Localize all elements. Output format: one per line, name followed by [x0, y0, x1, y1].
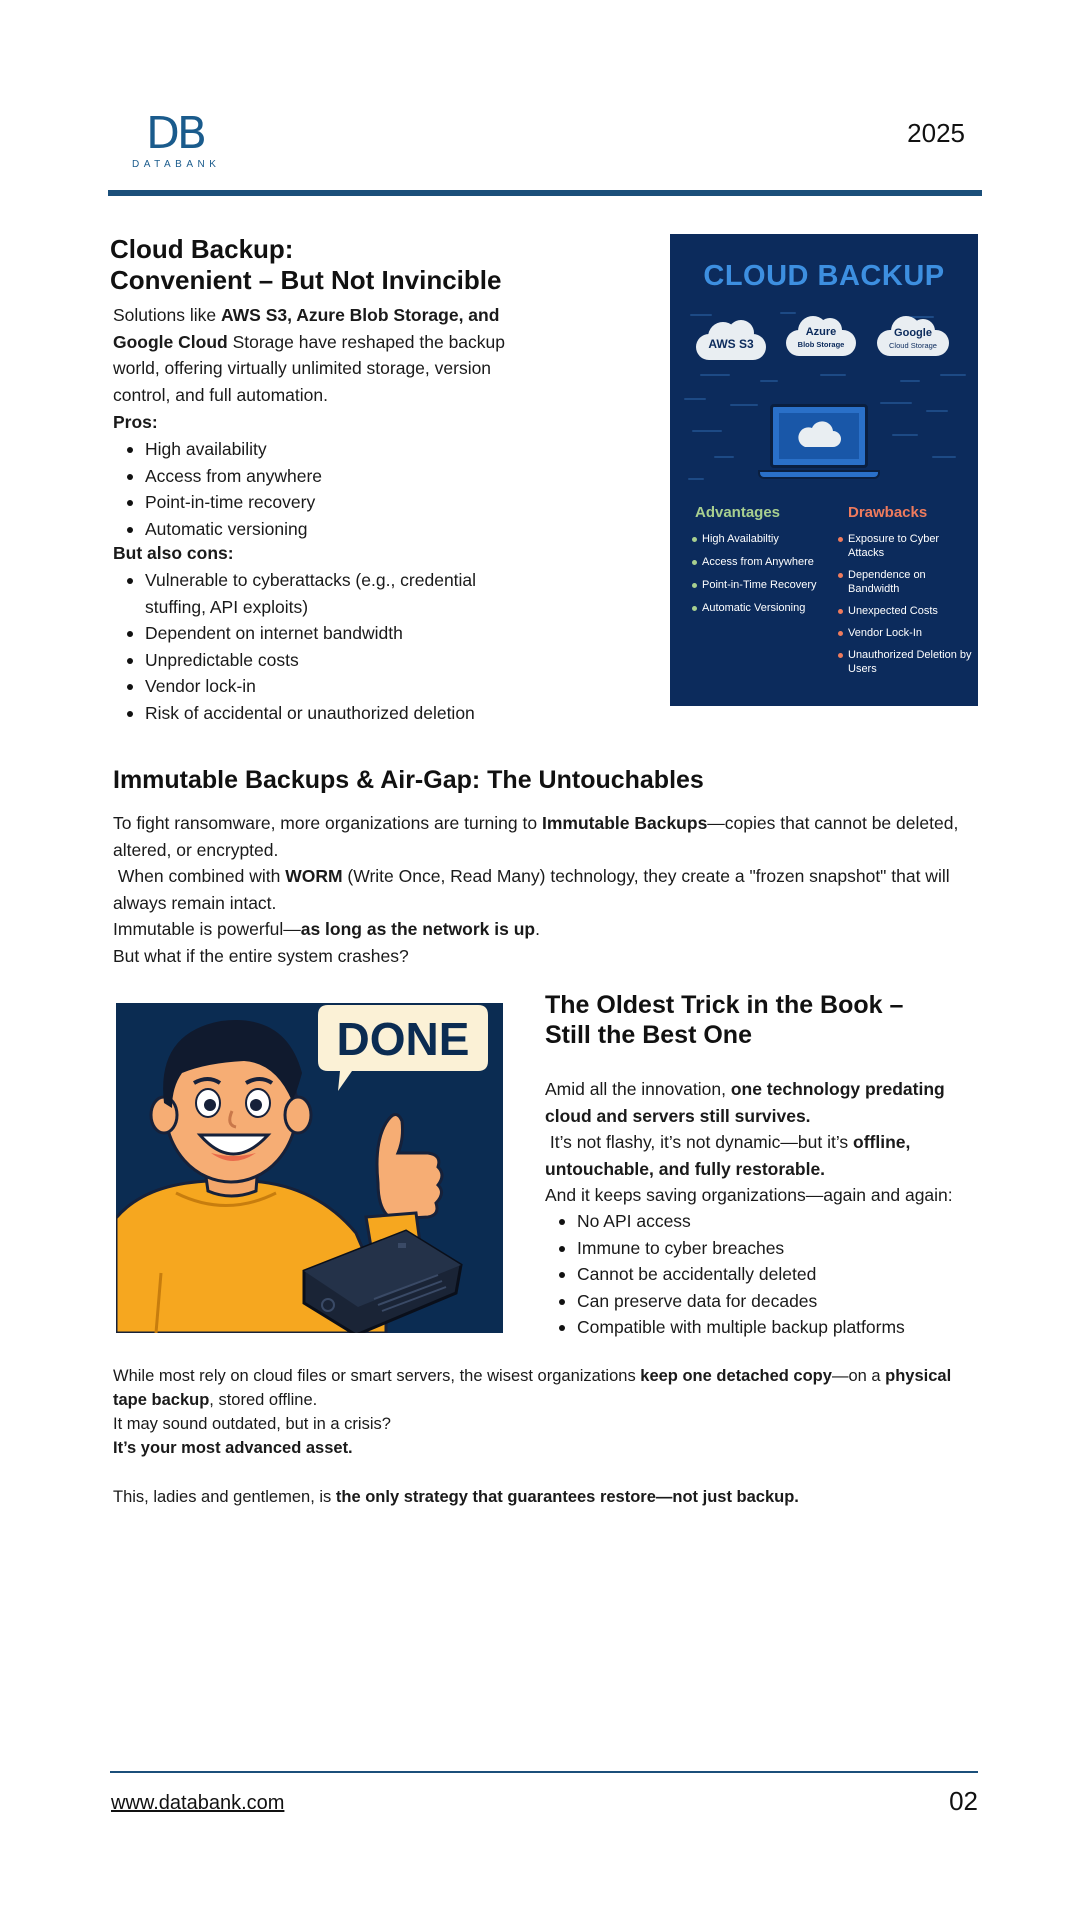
cloud-backup-intro [113, 302, 513, 408]
benefit-item: Immune to cyber breaches [545, 1235, 975, 1262]
pros-list [113, 436, 533, 542]
cloud-sublabel: Cloud Storage [889, 341, 937, 350]
oldest-trick-heading-line1: The Oldest Trick in the Book – [545, 991, 904, 1019]
immutable-heading: Immutable Backups & Air-Gap: The Untouchables [113, 766, 704, 794]
text-run: While most rely on cloud files or smart servers, the wisest organizations [113, 1367, 641, 1385]
text-run: (Write Once, Read Many) technology, they create a "frozen snapshot" that will always remain intact. [113, 866, 955, 913]
cloud-label: Google [894, 327, 932, 339]
immutable-paragraph [113, 916, 983, 943]
oldest-paragraph [545, 1076, 975, 1129]
intro-providers: AWS S3, Azure Blob Storage, and Google Cloud [113, 305, 500, 352]
page-number: 02 [949, 1786, 978, 1816]
drawbacks-list [838, 532, 974, 684]
databank-logo [124, 108, 234, 176]
benefit-item: No API access [545, 1208, 975, 1235]
cloud-icon-google [877, 316, 949, 356]
decor-dash [880, 402, 912, 404]
website-link[interactable]: www.databank.com [111, 1792, 285, 1814]
tape-benefits-list [545, 1208, 975, 1341]
decor-dash [926, 410, 948, 412]
decor-dash [714, 456, 734, 458]
text-bold: one technology predating cloud and servers still survives. [545, 1079, 945, 1126]
cons-item: Dependent on internet bandwidth [113, 620, 513, 647]
immutable-body [113, 810, 983, 969]
decor-dash [760, 380, 778, 382]
benefit-item: Cannot be accidentally deleted [545, 1261, 975, 1288]
footer-divider [110, 1771, 978, 1773]
pros-item: Access from anywhere [113, 463, 533, 490]
cloud-label: Azure [805, 326, 837, 338]
cloud-backup-infographic [670, 234, 978, 706]
text-bold: physical tape backup [113, 1367, 952, 1409]
drawback-item: Dependence on Bandwidth [838, 568, 974, 596]
immutable-question: But what if the entire system crashes? [113, 945, 409, 966]
logo-wordmark: DATABANK [132, 159, 221, 170]
text-bold: Immutable Backups [541, 813, 708, 833]
laptop-base [758, 470, 880, 479]
cloud-backup-heading-line2: Convenient – But Not Invincible [110, 265, 502, 295]
thumbs-up-illustration [116, 1003, 503, 1333]
decor-dash [690, 314, 712, 316]
decor-dash [820, 374, 846, 376]
oldest-paragraph [545, 1129, 975, 1182]
header-divider [108, 190, 982, 196]
benefit-item: Compatible with multiple backup platforms [545, 1314, 975, 1341]
benefit-item: Can preserve data for decades [545, 1288, 975, 1315]
oldest-trick-heading-line2: Still the Best One [545, 1021, 752, 1049]
advantages-list [692, 532, 842, 624]
cloud-icon-aws [696, 320, 766, 360]
text-run: Amid all the innovation, [545, 1079, 731, 1099]
text-bold: as long as the network is up [300, 919, 536, 939]
decor-dash [780, 312, 796, 314]
text-run: This, ladies and gentlemen, is [113, 1488, 336, 1506]
closing-line [113, 1364, 983, 1412]
document-year: 2025 [907, 118, 965, 148]
closing-paragraph [113, 1364, 983, 1460]
pros-label: Pros: [113, 412, 158, 432]
oldest-paragraph: And it keeps saving organizations—again and again: [545, 1185, 953, 1205]
decor-dash [730, 404, 758, 406]
cloud-backup-heading [110, 234, 670, 296]
text-run: —copies that cannot be deleted, altered, or encrypted. [113, 813, 959, 860]
drawback-item: Exposure to Cyber Attacks [838, 532, 974, 560]
cons-item: Unpredictable costs [113, 647, 513, 674]
text-run: When combined with [113, 866, 286, 886]
decor-dash [892, 434, 918, 436]
text-run: To fight ransomware, more organizations are turning to [113, 813, 542, 833]
pros-item: Point-in-time recovery [113, 489, 533, 516]
decor-dash [940, 374, 966, 376]
text-bold: offline, untouchable, and fully restorable. [545, 1132, 916, 1179]
cons-item: Vulnerable to cyberattacks (e.g., credential stuffing, API exploits) [113, 567, 513, 620]
text-run: , stored offline. [209, 1391, 318, 1409]
immutable-paragraph [113, 863, 983, 916]
cons-label: But also cons: [113, 543, 234, 563]
advantage-item: Automatic Versioning [692, 601, 842, 615]
decor-dash [692, 430, 722, 432]
cloud-sublabel: Blob Storage [797, 340, 845, 349]
immutable-paragraph [113, 810, 983, 863]
drawback-item: Unexpected Costs [838, 604, 974, 618]
text-run: It’s not flashy, it’s not dynamic—but it’s [545, 1132, 854, 1152]
cloud-icon-azure [786, 316, 856, 356]
cloud-icon [779, 413, 859, 459]
final-statement [113, 1485, 983, 1509]
drawback-item: Vendor Lock-In [838, 626, 974, 640]
closing-line: It’s your most advanced asset. [113, 1439, 353, 1457]
cons-list [113, 567, 513, 726]
text-bold: WORM [285, 866, 343, 886]
decor-dash [900, 380, 920, 382]
decor-dash [684, 398, 706, 400]
person-thumbs-up-icon [116, 1003, 503, 1333]
infographic-title: CLOUD BACKUP [703, 260, 945, 292]
drawbacks-heading: Drawbacks [848, 504, 928, 521]
text-run: —on a [831, 1367, 886, 1385]
cloud-backup-heading-line1: Cloud Backup: [110, 234, 294, 264]
done-bubble-text: DONE [336, 1013, 470, 1065]
oldest-trick-body [545, 1076, 975, 1209]
decor-dash [932, 456, 956, 458]
decor-dash [700, 374, 730, 376]
cons-item: Risk of accidental or unauthorized deletion [113, 700, 513, 727]
pros-item: Automatic versioning [113, 516, 533, 543]
logo-mark: DB [146, 108, 205, 159]
laptop-icon [770, 404, 868, 468]
cons-item: Vendor lock-in [113, 673, 513, 700]
oldest-trick-heading [545, 990, 975, 1050]
advantage-item: Access from Anywhere [692, 555, 842, 569]
closing-line: It may sound outdated, but in a crisis? [113, 1415, 391, 1433]
cloud-label: AWS S3 [708, 337, 754, 351]
intro-text-end: Storage have reshaped the backup world, offering virtually unlimited storage, version control, and full automation. [113, 331, 506, 405]
text-bold: keep one detached copy [640, 1367, 832, 1385]
advantages-heading: Advantages [695, 504, 781, 521]
intro-text: Solutions like [113, 305, 221, 325]
decor-dash [688, 478, 704, 480]
drawback-item: Unauthorized Deletion by Users [838, 648, 974, 676]
text-bold: the only strategy that guarantees restore—not just backup. [335, 1488, 799, 1506]
pros-item: High availability [113, 436, 533, 463]
advantage-item: High Availabiltiy [692, 532, 842, 546]
text-run: . [535, 919, 540, 939]
advantage-item: Point-in-Time Recovery [692, 578, 842, 592]
text-run: Immutable is powerful— [113, 919, 301, 939]
